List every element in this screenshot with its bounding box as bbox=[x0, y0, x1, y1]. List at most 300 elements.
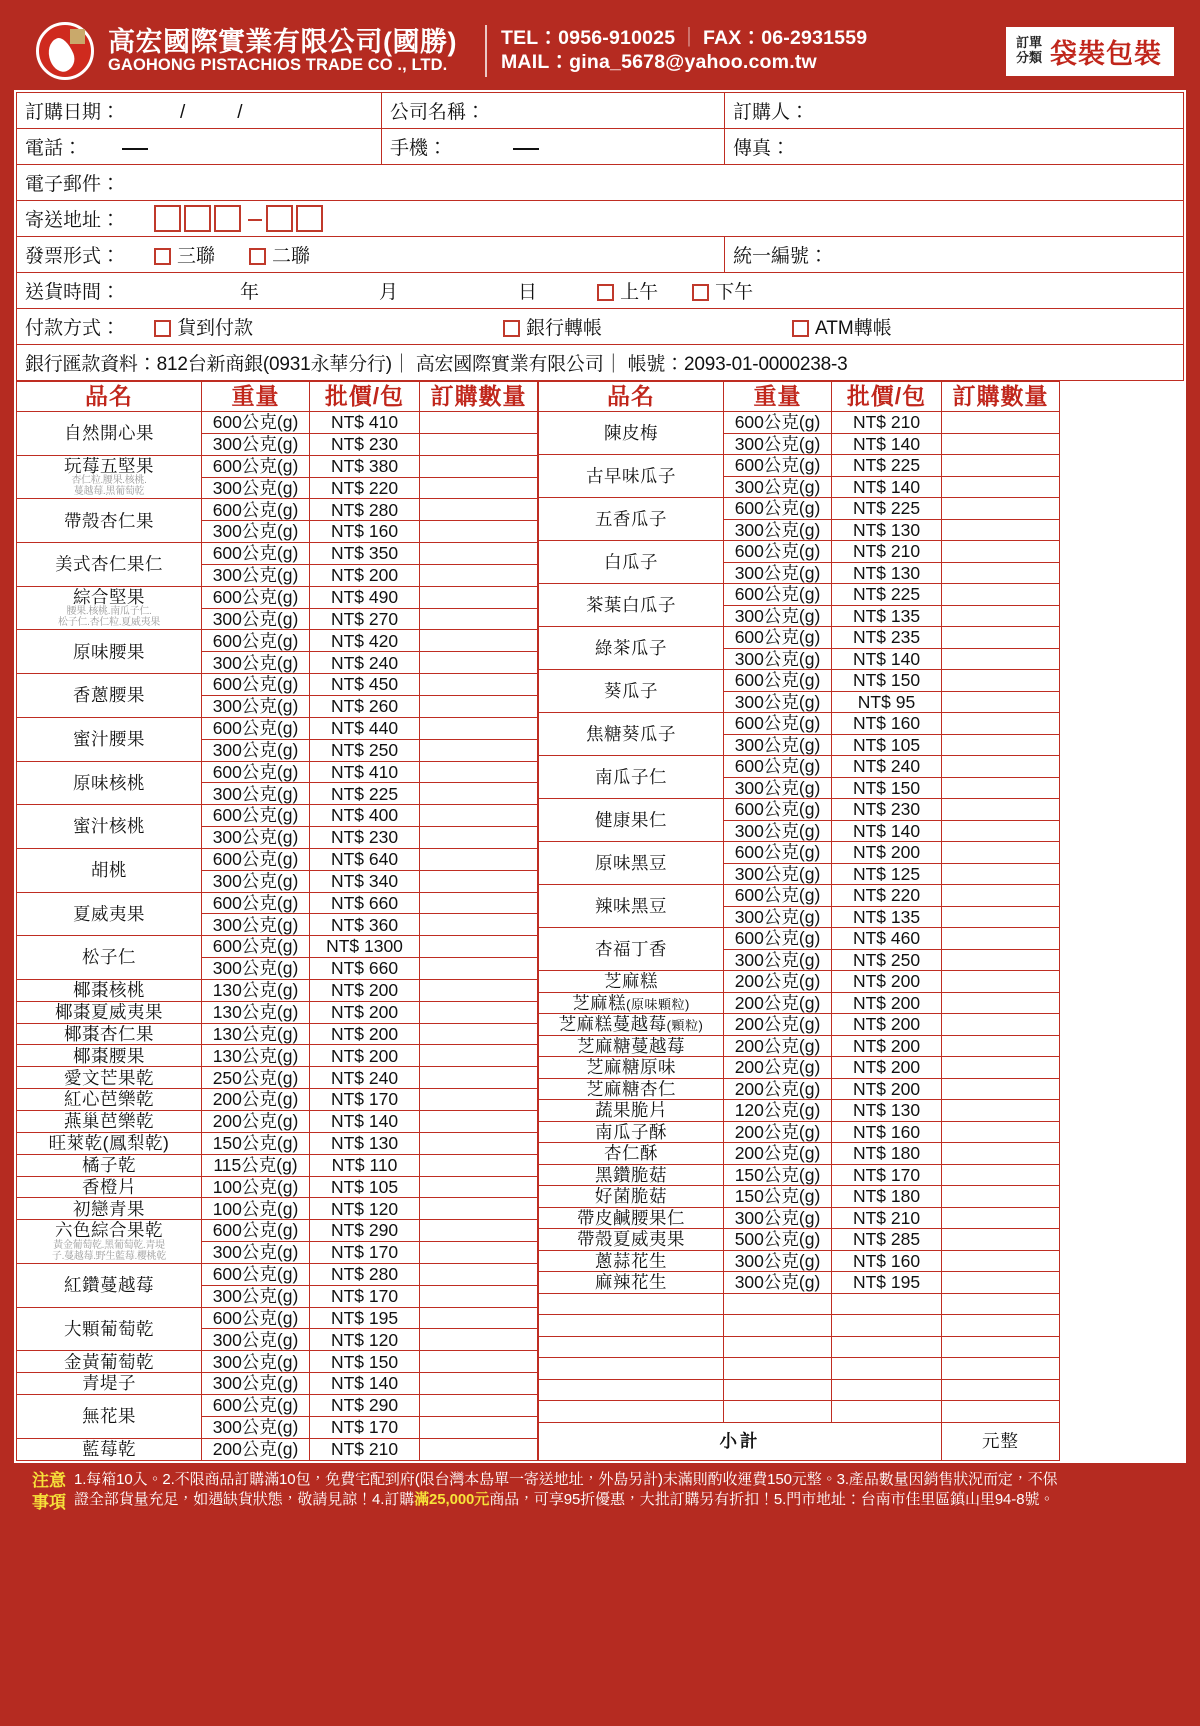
order-quantity-input[interactable] bbox=[420, 543, 538, 565]
product-name: 蜜汁腰果 bbox=[73, 728, 145, 749]
order-quantity-input[interactable] bbox=[942, 562, 1060, 584]
table-row bbox=[17, 1001, 538, 1023]
product-price: NT$ 400 bbox=[310, 805, 420, 827]
order-quantity-input[interactable] bbox=[942, 519, 1060, 541]
table-row bbox=[539, 842, 1060, 864]
product-price: NT$ 140 bbox=[832, 820, 942, 842]
product-name: 帶皮鹹腰果仁 bbox=[577, 1207, 685, 1228]
invoice-label: 發票形式： bbox=[25, 246, 121, 267]
product-name: 六色綜合果乾 bbox=[55, 1220, 163, 1241]
company-name-field[interactable] bbox=[382, 93, 725, 129]
product-weight: 600公克(g) bbox=[724, 885, 832, 907]
product-price: NT$ 250 bbox=[832, 949, 942, 971]
form-row-invoice bbox=[17, 237, 1184, 273]
table-row bbox=[539, 1035, 1060, 1057]
order-quantity-input[interactable] bbox=[420, 1089, 538, 1111]
order-quantity-input[interactable] bbox=[420, 870, 538, 892]
order-quantity-input[interactable] bbox=[420, 936, 538, 958]
product-weight: 300公克(g) bbox=[202, 564, 310, 586]
product-price: NT$ 105 bbox=[832, 734, 942, 756]
order-quantity-input[interactable] bbox=[942, 992, 1060, 1014]
product-name: 杏仁酥 bbox=[604, 1143, 658, 1164]
order-quantity-input[interactable] bbox=[420, 1111, 538, 1133]
order-quantity-input[interactable] bbox=[420, 914, 538, 936]
zip-digit-4[interactable] bbox=[266, 205, 293, 232]
empty-cell bbox=[724, 1379, 832, 1401]
table-row bbox=[539, 1401, 1060, 1423]
table-row bbox=[539, 498, 1060, 520]
product-weight: 300公克(g) bbox=[724, 949, 832, 971]
product-weight: 600公克(g) bbox=[724, 670, 832, 692]
product-name: 金黃葡萄乾 bbox=[64, 1351, 154, 1372]
zip-digit-1[interactable] bbox=[154, 205, 181, 232]
order-quantity-input[interactable] bbox=[942, 691, 1060, 713]
order-quantity-input[interactable] bbox=[420, 717, 538, 739]
product-weight: 300公克(g) bbox=[202, 870, 310, 892]
customer-info-form bbox=[16, 92, 1184, 381]
product-weight: 600公克(g) bbox=[724, 928, 832, 950]
order-quantity-input[interactable] bbox=[420, 1045, 538, 1067]
product-price: NT$ 260 bbox=[310, 695, 420, 717]
order-category-label-line1: 訂單 bbox=[1015, 35, 1042, 51]
invoice-duplicate-checkbox[interactable] bbox=[249, 248, 266, 265]
order-quantity-input[interactable] bbox=[420, 433, 538, 455]
order-quantity-input[interactable] bbox=[942, 842, 1060, 864]
product-name-cell bbox=[539, 842, 724, 885]
product-price: NT$ 280 bbox=[310, 499, 420, 521]
order-quantity-input[interactable] bbox=[942, 455, 1060, 477]
product-name-cell bbox=[539, 1143, 724, 1165]
order-quantity-input[interactable] bbox=[420, 805, 538, 827]
product-price: NT$ 240 bbox=[310, 1067, 420, 1089]
page-header bbox=[14, 12, 1186, 90]
product-price: NT$ 110 bbox=[310, 1154, 420, 1176]
order-quantity-input[interactable] bbox=[420, 1176, 538, 1198]
fax-field[interactable] bbox=[725, 129, 1184, 165]
zip-dash-icon bbox=[248, 219, 262, 221]
order-category-value: 袋裝包裝 bbox=[1050, 38, 1162, 69]
empty-cell bbox=[832, 1358, 942, 1380]
product-weight: 600公克(g) bbox=[724, 584, 832, 606]
table-row bbox=[17, 1023, 538, 1045]
order-quantity-input[interactable] bbox=[420, 412, 538, 434]
product-weight: 600公克(g) bbox=[724, 627, 832, 649]
product-weight: 600公克(g) bbox=[202, 805, 310, 827]
product-price: NT$ 200 bbox=[832, 992, 942, 1014]
product-name: 芝麻糕 bbox=[604, 971, 658, 992]
product-weight: 300公克(g) bbox=[202, 652, 310, 674]
order-quantity-input[interactable] bbox=[942, 799, 1060, 821]
order-quantity-input[interactable] bbox=[942, 1358, 1060, 1380]
email-field[interactable] bbox=[17, 165, 1184, 201]
product-price: NT$ 200 bbox=[832, 1078, 942, 1100]
product-weight: 300公克(g) bbox=[724, 863, 832, 885]
product-name-cell bbox=[539, 584, 724, 627]
product-price: NT$ 230 bbox=[310, 827, 420, 849]
order-quantity-input[interactable] bbox=[420, 1285, 538, 1307]
order-quantity-input[interactable] bbox=[942, 1272, 1060, 1294]
product-price: NT$ 490 bbox=[310, 586, 420, 608]
mail-value: gina_5678@yahoo.com.tw bbox=[569, 51, 817, 73]
order-quantity-input[interactable] bbox=[420, 455, 538, 477]
order-quantity-input[interactable] bbox=[420, 979, 538, 1001]
order-quantity-input[interactable] bbox=[942, 1379, 1060, 1401]
order-quantity-input[interactable] bbox=[942, 734, 1060, 756]
order-quantity-input[interactable] bbox=[420, 1373, 538, 1395]
order-quantity-input[interactable] bbox=[942, 1121, 1060, 1143]
product-name-cell bbox=[539, 455, 724, 498]
product-name: 夏威夷果 bbox=[73, 903, 145, 924]
product-price: NT$ 410 bbox=[310, 761, 420, 783]
order-quantity-input[interactable] bbox=[942, 433, 1060, 455]
order-quantity-input[interactable] bbox=[420, 608, 538, 630]
order-quantity-input[interactable] bbox=[942, 627, 1060, 649]
header-name-left: 品名 bbox=[17, 382, 202, 412]
product-name: 健康果仁 bbox=[595, 809, 667, 830]
order-quantity-input[interactable] bbox=[942, 928, 1060, 950]
empty-cell bbox=[724, 1293, 832, 1315]
product-name-cell bbox=[539, 713, 724, 756]
product-weight: 600公克(g) bbox=[724, 455, 832, 477]
order-quantity-input[interactable] bbox=[942, 1229, 1060, 1251]
order-quantity-input[interactable] bbox=[942, 1057, 1060, 1079]
order-quantity-input[interactable] bbox=[942, 949, 1060, 971]
product-name-cell bbox=[539, 971, 724, 993]
order-quantity-input[interactable] bbox=[942, 1164, 1060, 1186]
header-price-left: 批價/包 bbox=[310, 382, 420, 412]
product-price: NT$ 240 bbox=[832, 756, 942, 778]
header-qty-left: 訂購數量 bbox=[420, 382, 538, 412]
fax-value: 06-2931559 bbox=[761, 27, 868, 50]
order-quantity-input[interactable] bbox=[942, 1014, 1060, 1036]
product-name: 好菌脆菇 bbox=[595, 1186, 667, 1207]
order-quantity-input[interactable] bbox=[420, 739, 538, 761]
product-price: NT$ 280 bbox=[310, 1263, 420, 1285]
order-quantity-input[interactable] bbox=[942, 1186, 1060, 1208]
atm-transfer-checkbox[interactable] bbox=[792, 320, 809, 337]
subtotal-row bbox=[539, 1422, 1060, 1460]
order-quantity-input[interactable] bbox=[420, 477, 538, 499]
order-quantity-input[interactable] bbox=[420, 1329, 538, 1351]
order-quantity-input[interactable] bbox=[942, 820, 1060, 842]
product-name: 五香瓜子 bbox=[595, 508, 667, 529]
product-price: NT$ 220 bbox=[832, 885, 942, 907]
table-row bbox=[539, 799, 1060, 821]
order-quantity-input[interactable] bbox=[942, 541, 1060, 563]
form-row-payment bbox=[17, 309, 1184, 345]
zip-digit-3[interactable] bbox=[214, 205, 241, 232]
order-quantity-input[interactable] bbox=[942, 1143, 1060, 1165]
empty-cell bbox=[539, 1315, 724, 1337]
order-quantity-input[interactable] bbox=[420, 695, 538, 717]
product-weight: 600公克(g) bbox=[202, 455, 310, 477]
product-name-cell bbox=[17, 1394, 202, 1438]
order-quantity-input[interactable] bbox=[942, 648, 1060, 670]
product-name-cell bbox=[539, 670, 724, 713]
order-quantity-input[interactable] bbox=[420, 1394, 538, 1416]
order-quantity-input[interactable] bbox=[420, 630, 538, 652]
order-quantity-input[interactable] bbox=[942, 756, 1060, 778]
order-quantity-input[interactable] bbox=[420, 499, 538, 521]
product-name: 蜜汁核桃 bbox=[73, 816, 145, 837]
product-weight: 500公克(g) bbox=[724, 1229, 832, 1251]
product-name-cell bbox=[539, 498, 724, 541]
order-quantity-input[interactable] bbox=[420, 1438, 538, 1460]
table-row bbox=[539, 627, 1060, 649]
product-price: NT$ 235 bbox=[832, 627, 942, 649]
product-name-cell bbox=[17, 1373, 202, 1395]
order-quantity-input[interactable] bbox=[420, 674, 538, 696]
product-weight: 300公克(g) bbox=[724, 906, 832, 928]
order-quantity-input[interactable] bbox=[420, 1132, 538, 1154]
notice-minimum-amount: 滿25,000元 bbox=[414, 1490, 490, 1508]
product-price: NT$ 230 bbox=[310, 433, 420, 455]
product-name-cell bbox=[17, 586, 202, 630]
order-quantity-input[interactable] bbox=[420, 1416, 538, 1438]
product-name-cell bbox=[17, 1089, 202, 1111]
order-category-badge bbox=[1006, 27, 1174, 76]
table-row bbox=[539, 928, 1060, 950]
order-quantity-input[interactable] bbox=[942, 1250, 1060, 1272]
order-quantity-input[interactable] bbox=[942, 1315, 1060, 1337]
product-weight: 200公克(g) bbox=[724, 992, 832, 1014]
form-row-address bbox=[17, 201, 1184, 237]
notice-text-b-1: 證全部貨量充足，如遇缺貨狀態，敬請見諒！4.訂購 bbox=[74, 1490, 415, 1508]
product-price: NT$ 640 bbox=[310, 848, 420, 870]
order-quantity-input[interactable] bbox=[420, 1263, 538, 1285]
zip-digit-2[interactable] bbox=[184, 205, 211, 232]
product-price: NT$ 180 bbox=[832, 1143, 942, 1165]
product-weight: 200公克(g) bbox=[202, 1089, 310, 1111]
company-logo-icon bbox=[36, 22, 94, 80]
table-row bbox=[17, 1220, 538, 1242]
order-quantity-input[interactable] bbox=[420, 761, 538, 783]
order-quantity-input[interactable] bbox=[942, 1100, 1060, 1122]
order-quantity-input[interactable] bbox=[420, 958, 538, 980]
pm-checkbox[interactable] bbox=[692, 284, 709, 301]
product-price: NT$ 210 bbox=[310, 1438, 420, 1460]
product-weight: 300公克(g) bbox=[202, 958, 310, 980]
product-name: 杏福丁香 bbox=[595, 938, 667, 959]
order-quantity-input[interactable] bbox=[942, 1293, 1060, 1315]
product-weight: 600公克(g) bbox=[202, 848, 310, 870]
table-row bbox=[17, 543, 538, 565]
product-price: NT$ 240 bbox=[310, 652, 420, 674]
product-weight: 300公克(g) bbox=[724, 1272, 832, 1294]
invoice-opt1-label: 三聯 bbox=[177, 246, 216, 267]
product-name: 麻辣花生 bbox=[595, 1272, 667, 1293]
product-name: 大顆葡萄乾 bbox=[64, 1318, 154, 1339]
order-quantity-input[interactable] bbox=[420, 521, 538, 543]
zip-digit-5[interactable] bbox=[296, 205, 323, 232]
header-weight-left: 重量 bbox=[202, 382, 310, 412]
product-weight: 100公克(g) bbox=[202, 1176, 310, 1198]
pm-label: 下午 bbox=[715, 282, 754, 303]
product-price: NT$ 660 bbox=[310, 958, 420, 980]
product-name: 青堤子 bbox=[82, 1373, 136, 1394]
table-row bbox=[17, 586, 538, 608]
order-quantity-input[interactable] bbox=[420, 1154, 538, 1176]
product-name: 藍莓乾 bbox=[82, 1438, 136, 1459]
table-row bbox=[539, 1229, 1060, 1251]
order-quantity-input[interactable] bbox=[942, 1035, 1060, 1057]
order-quantity-input[interactable] bbox=[942, 971, 1060, 993]
table-row bbox=[17, 1351, 538, 1373]
product-price: NT$ 150 bbox=[832, 670, 942, 692]
delivery-time-field[interactable] bbox=[17, 273, 1184, 309]
product-weight: 600公克(g) bbox=[202, 936, 310, 958]
product-weight: 150公克(g) bbox=[724, 1164, 832, 1186]
product-name-cell bbox=[17, 1045, 202, 1067]
header-divider bbox=[485, 25, 487, 77]
product-price: NT$ 160 bbox=[832, 1250, 942, 1272]
product-price: NT$ 200 bbox=[310, 1045, 420, 1067]
product-weight: 300公克(g) bbox=[724, 476, 832, 498]
cod-checkbox[interactable] bbox=[154, 320, 171, 337]
product-name-cell bbox=[17, 979, 202, 1001]
product-name: 香橙片 bbox=[82, 1176, 136, 1197]
product-weight: 100公克(g) bbox=[202, 1198, 310, 1220]
product-price: NT$ 290 bbox=[310, 1220, 420, 1242]
product-price: NT$ 170 bbox=[832, 1164, 942, 1186]
table-row bbox=[539, 756, 1060, 778]
product-weight: 600公克(g) bbox=[724, 799, 832, 821]
product-name: 紅心芭樂乾 bbox=[64, 1089, 154, 1110]
bank-transfer-checkbox[interactable] bbox=[503, 320, 520, 337]
product-price: NT$ 170 bbox=[310, 1285, 420, 1307]
order-quantity-input[interactable] bbox=[420, 1001, 538, 1023]
order-quantity-input[interactable] bbox=[420, 783, 538, 805]
order-quantity-input[interactable] bbox=[942, 906, 1060, 928]
am-checkbox[interactable] bbox=[597, 284, 614, 301]
form-row-phone bbox=[17, 129, 1184, 165]
table-row bbox=[539, 1121, 1060, 1143]
product-price: NT$ 250 bbox=[310, 739, 420, 761]
product-name: 松子仁 bbox=[82, 947, 136, 968]
form-sheet bbox=[14, 90, 1186, 1463]
order-quantity-input[interactable] bbox=[942, 412, 1060, 434]
product-weight: 600公克(g) bbox=[724, 541, 832, 563]
fax-label: FAX： bbox=[702, 27, 762, 50]
order-quantity-input[interactable] bbox=[420, 1351, 538, 1373]
order-quantity-input[interactable] bbox=[942, 1336, 1060, 1358]
order-quantity-input[interactable] bbox=[420, 1198, 538, 1220]
order-quantity-input[interactable] bbox=[942, 1207, 1060, 1229]
table-row bbox=[17, 979, 538, 1001]
phone-field[interactable] bbox=[17, 129, 382, 165]
order-quantity-input[interactable] bbox=[942, 1401, 1060, 1423]
tax-id-field[interactable] bbox=[725, 237, 1184, 273]
product-name-cell bbox=[17, 1176, 202, 1198]
table-row bbox=[17, 1154, 538, 1176]
orderer-field[interactable] bbox=[725, 93, 1184, 129]
table-row bbox=[539, 1164, 1060, 1186]
product-price: NT$ 170 bbox=[310, 1416, 420, 1438]
order-quantity-input[interactable] bbox=[420, 652, 538, 674]
product-name-cell bbox=[17, 674, 202, 718]
product-name-cell bbox=[17, 1198, 202, 1220]
product-name-cell bbox=[17, 892, 202, 936]
empty-cell bbox=[724, 1401, 832, 1423]
order-quantity-input[interactable] bbox=[420, 1242, 538, 1264]
product-price: NT$ 200 bbox=[310, 1001, 420, 1023]
product-price: NT$ 125 bbox=[832, 863, 942, 885]
product-price: NT$ 120 bbox=[310, 1198, 420, 1220]
order-quantity-input[interactable] bbox=[942, 498, 1060, 520]
order-quantity-input[interactable] bbox=[420, 1023, 538, 1045]
company-name-label: 公司名稱： bbox=[390, 102, 486, 123]
invoice-type-field[interactable] bbox=[17, 237, 725, 273]
order-quantity-input[interactable] bbox=[942, 885, 1060, 907]
product-weight: 300公克(g) bbox=[724, 605, 832, 627]
order-quantity-input[interactable] bbox=[420, 827, 538, 849]
product-name-cell bbox=[539, 756, 724, 799]
product-price: NT$ 150 bbox=[310, 1351, 420, 1373]
order-quantity-input[interactable] bbox=[942, 476, 1060, 498]
phone-dash bbox=[122, 148, 148, 150]
empty-cell bbox=[724, 1358, 832, 1380]
order-quantity-input[interactable] bbox=[942, 1078, 1060, 1100]
order-date-field[interactable] bbox=[17, 93, 382, 129]
order-quantity-input[interactable] bbox=[420, 1067, 538, 1089]
product-weight: 150公克(g) bbox=[202, 1132, 310, 1154]
product-name: 南瓜子仁 bbox=[595, 766, 667, 787]
payment-method-field[interactable] bbox=[17, 309, 1184, 345]
order-quantity-input[interactable] bbox=[420, 586, 538, 608]
product-price: NT$ 200 bbox=[310, 1023, 420, 1045]
mobile-field[interactable] bbox=[382, 129, 725, 165]
product-weight: 130公克(g) bbox=[202, 979, 310, 1001]
product-name-cell bbox=[539, 412, 724, 455]
product-weight: 300公克(g) bbox=[202, 521, 310, 543]
product-price: NT$ 150 bbox=[832, 777, 942, 799]
table-row bbox=[539, 1358, 1060, 1380]
order-date-label: 訂購日期： bbox=[25, 102, 121, 123]
table-row bbox=[539, 971, 1060, 993]
pay-opt3-label: ATM轉帳 bbox=[815, 318, 892, 339]
order-quantity-input[interactable] bbox=[420, 1307, 538, 1329]
product-price: NT$ 460 bbox=[832, 928, 942, 950]
product-weight: 200公克(g) bbox=[724, 1014, 832, 1036]
order-quantity-input[interactable] bbox=[942, 605, 1060, 627]
product-price: NT$ 660 bbox=[310, 892, 420, 914]
product-name: 燕巢芭樂乾 bbox=[64, 1111, 154, 1132]
header-weight-right: 重量 bbox=[724, 382, 832, 412]
product-weight: 200公克(g) bbox=[724, 1035, 832, 1057]
product-price: NT$ 170 bbox=[310, 1089, 420, 1111]
order-quantity-input[interactable] bbox=[942, 584, 1060, 606]
order-quantity-input[interactable] bbox=[942, 863, 1060, 885]
order-quantity-input[interactable] bbox=[942, 670, 1060, 692]
order-quantity-input[interactable] bbox=[420, 1220, 538, 1242]
orderer-label: 訂購人： bbox=[733, 102, 810, 123]
table-row bbox=[17, 936, 538, 958]
order-quantity-input[interactable] bbox=[420, 848, 538, 870]
order-quantity-input[interactable] bbox=[420, 564, 538, 586]
product-name-cell bbox=[17, 630, 202, 674]
address-field[interactable] bbox=[17, 201, 1184, 237]
product-weight: 150公克(g) bbox=[724, 1186, 832, 1208]
product-price: NT$ 200 bbox=[832, 842, 942, 864]
order-quantity-input[interactable] bbox=[420, 892, 538, 914]
order-quantity-input[interactable] bbox=[942, 713, 1060, 735]
invoice-triplicate-checkbox[interactable] bbox=[154, 248, 171, 265]
order-quantity-input[interactable] bbox=[942, 777, 1060, 799]
product-weight: 300公克(g) bbox=[202, 1351, 310, 1373]
product-name: 椰棗核桃 bbox=[73, 980, 145, 1001]
product-weight: 300公克(g) bbox=[724, 820, 832, 842]
product-name: 焦糖葵瓜子 bbox=[586, 723, 676, 744]
